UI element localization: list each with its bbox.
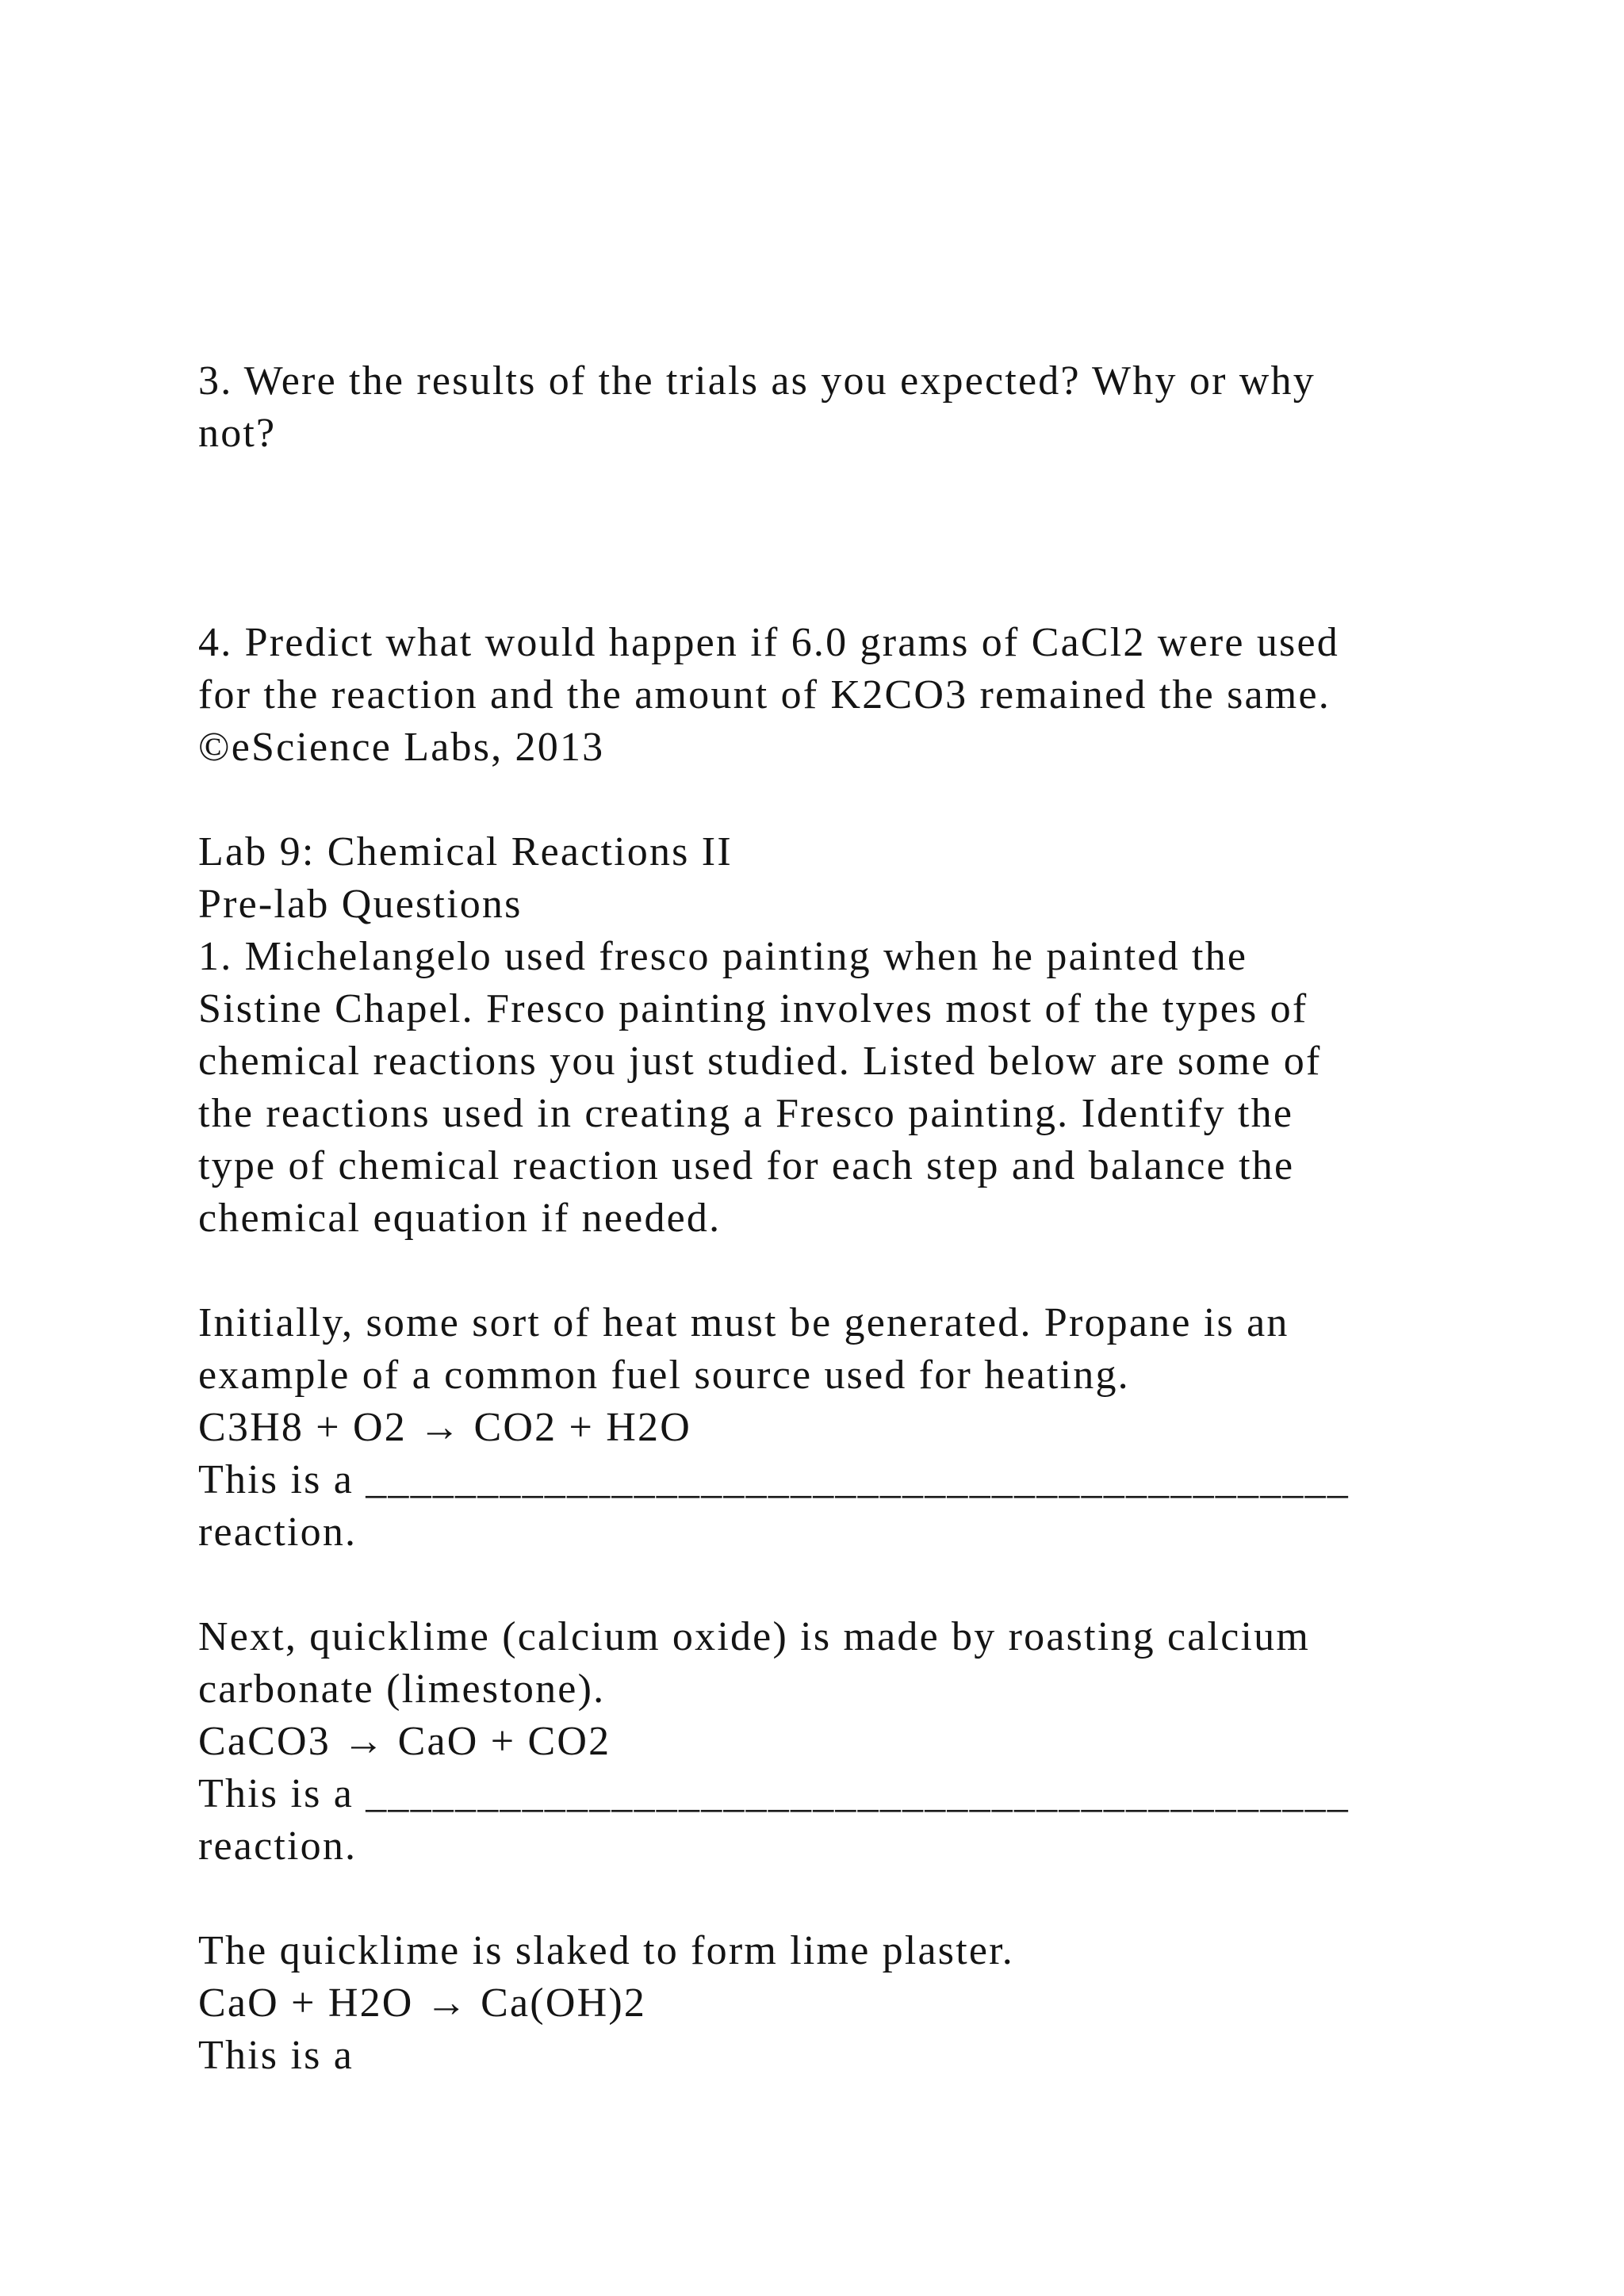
step3-equation: CaO + H2O → Ca(OH)2 [198,1980,647,2026]
step2-line-2: carbonate (limestone). [198,1667,606,1712]
q4-line-1: 4. Predict what would happen if 6.0 grams of CaCl2 were used [198,620,1339,665]
lab-title: Lab 9: Chemical Reactions II [198,829,733,874]
q4-line-2: for the reaction and the amount of K2CO3 remained the same. [198,672,1331,718]
step1-line-2: example of a common fuel source used for heating. [198,1353,1130,1398]
section-title: Pre-lab Questions [198,882,523,927]
step1-line-1: Initially, some sort of heat must be generated. Propane is an [198,1300,1289,1345]
step1-equation: C3H8 + O2 → CO2 + H2O [198,1405,691,1450]
step2-line-end: reaction. [198,1823,358,1869]
q1-line-1: 1. Michelangelo used fresco painting when he painted the [198,934,1248,979]
q1-line-3: chemical reactions you just studied. Listed below are some of [198,1039,1322,1084]
copyright-line: ©eScience Labs, 2013 [198,725,605,770]
q1-line-5: type of chemical reaction used for each step and balance the [198,1143,1295,1188]
step1-line-end: reaction. [198,1510,358,1555]
step2-line-1: Next, quicklime (calcium oxide) is made by roasting calcium [198,1614,1310,1659]
q1-line-4: the reactions used in creating a Fresco painting. Identify the [198,1091,1294,1136]
step1-answer-blank: This is a ____________________________________________ [198,1457,1350,1502]
q3-line-2: not? [198,411,277,456]
q1-line-6: chemical equation if needed. [198,1196,722,1241]
q3-line-1: 3. Were the results of the trials as you expected? Why or why [198,358,1316,404]
step2-answer-blank: This is a ____________________________________________ [198,1771,1350,1816]
step3-answer-blank: This is a [198,2033,354,2078]
step3-line-1: The quicklime is slaked to form lime plaster. [198,1928,1015,1973]
q1-line-2: Sistine Chapel. Fresco painting involves most of the types of [198,986,1308,1031]
step2-equation: CaCO3 → CaO + CO2 [198,1719,611,1764]
